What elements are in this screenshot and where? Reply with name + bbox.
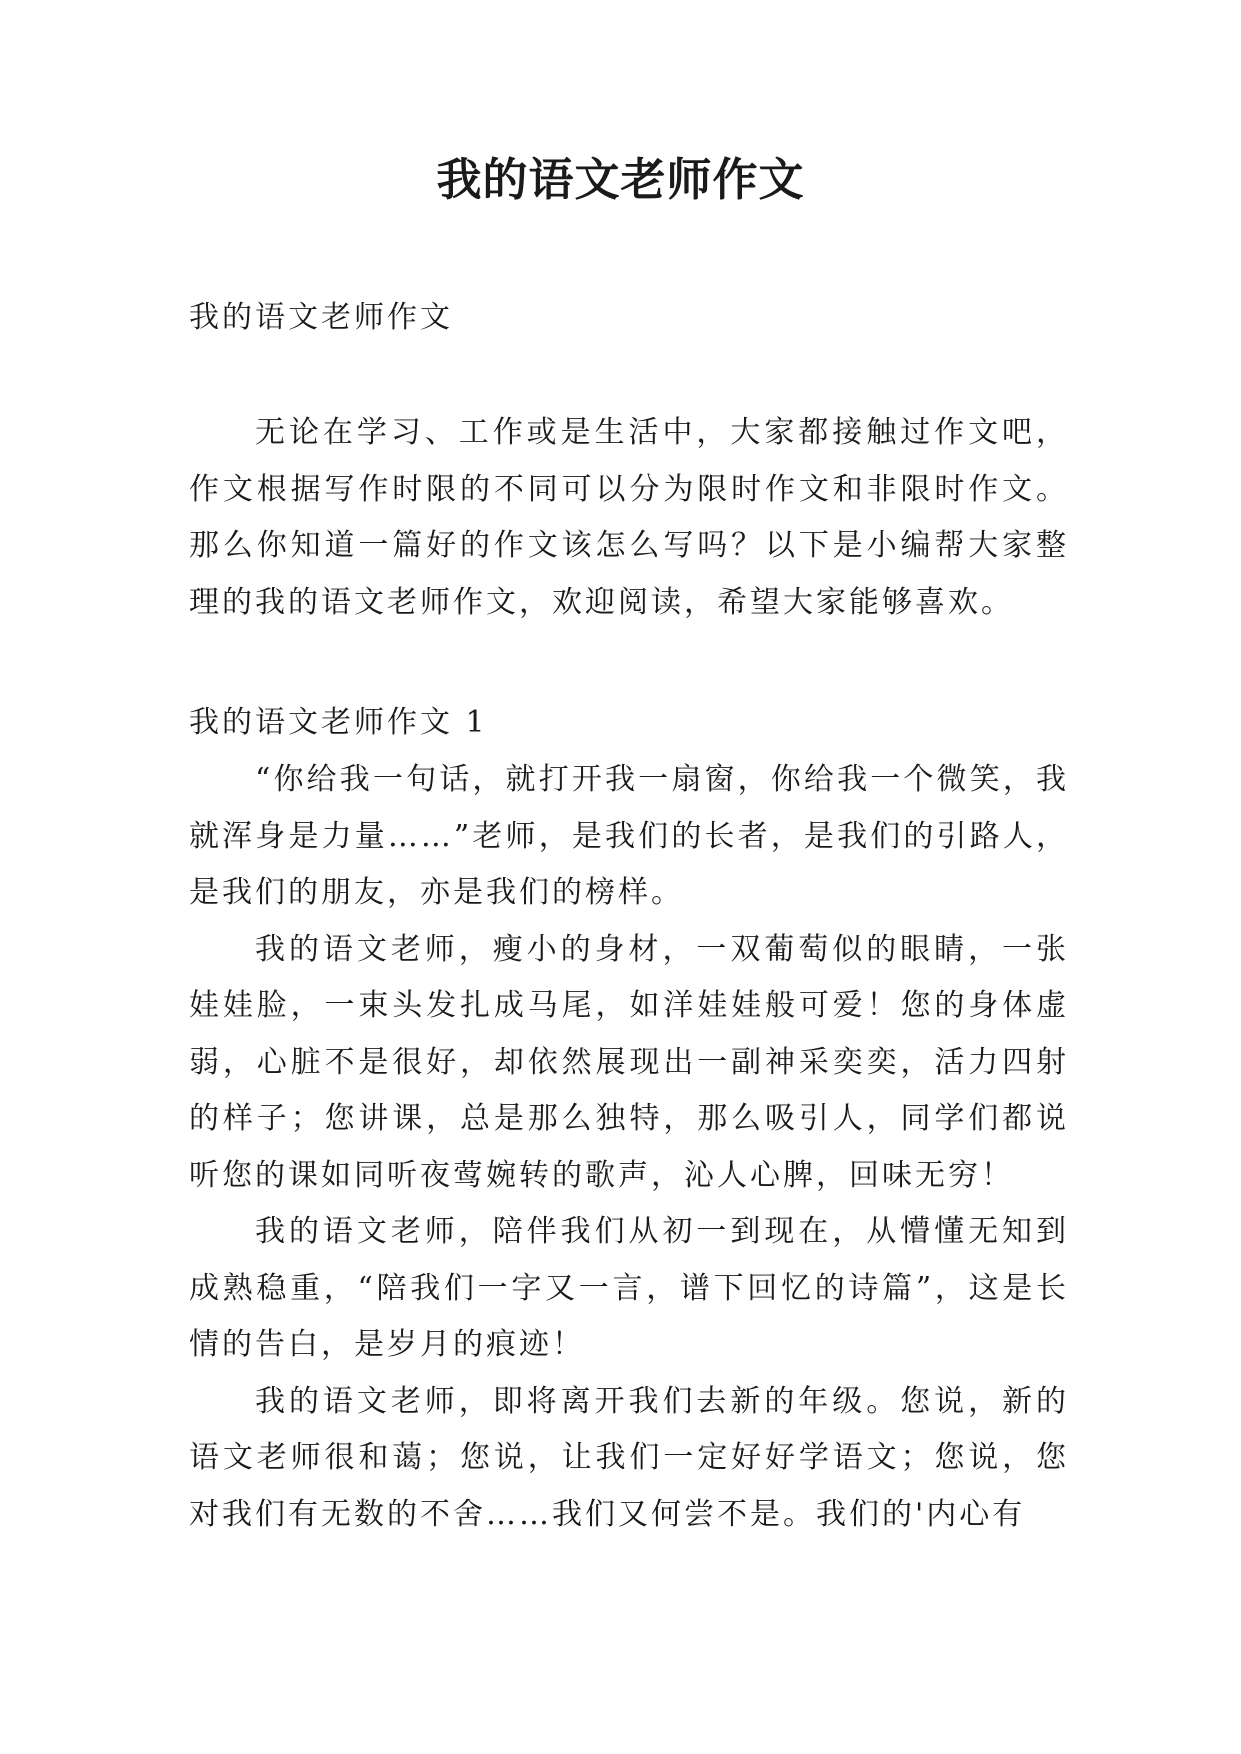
- essay-paragraph: 我的语文老师，瘦小的身材，一双葡萄似的眼睛，一张娃娃脸，一束头发扎成马尾，如洋娃娃般可爱！您的身体虚弱，心脏不是很好，却依然展现出一副神采奕奕，活力四射的样子；您讲课，总是那么独特，那么吸引人，同学们都说听您的课如同听夜莺婉转的歌声，沁人心脾，回味无穷！: [189, 931, 1069, 1193]
- document-subtitle: 我的语文老师作文: [189, 300, 453, 335]
- essay-body: [189, 752, 1069, 1543]
- essay-paragraph: 我的语文老师，陪伴我们从初一到现在，从懵懂无知到成熟稳重，“陪我们一字又一言，谱下回忆的诗篇”，这是长情的告白，是岁月的痕迹！: [189, 1214, 1069, 1362]
- document-title: 我的语文老师作文: [436, 153, 805, 206]
- essay-paragraph: “你给我一句话，就打开我一扇窗，你给我一个微笑，我就浑身是力量……”老师，是我们的长者，是我们的引路人，是我们的朋友，亦是我们的榜样。: [189, 762, 1069, 910]
- intro-paragraph: 无论在学习、工作或是生活中，大家都接触过作文吧，作文根据写作时限的不同可以分为限时作文和非限时作文。那么你知道一篇好的作文该怎么写吗？以下是小编帮大家整理的我的语文老师作文，欢迎阅读，希望大家能够喜欢。: [189, 415, 1069, 620]
- essay-heading: 我的语文老师作文 1: [189, 705, 488, 740]
- essay-paragraph: 我的语文老师，即将离开我们去新的年级。您说，新的语文老师很和蔼；您说，让我们一定好好学语文；您说，您对我们有无数的不舍……我们又何尝不是。我们的'内心有: [189, 1383, 1069, 1532]
